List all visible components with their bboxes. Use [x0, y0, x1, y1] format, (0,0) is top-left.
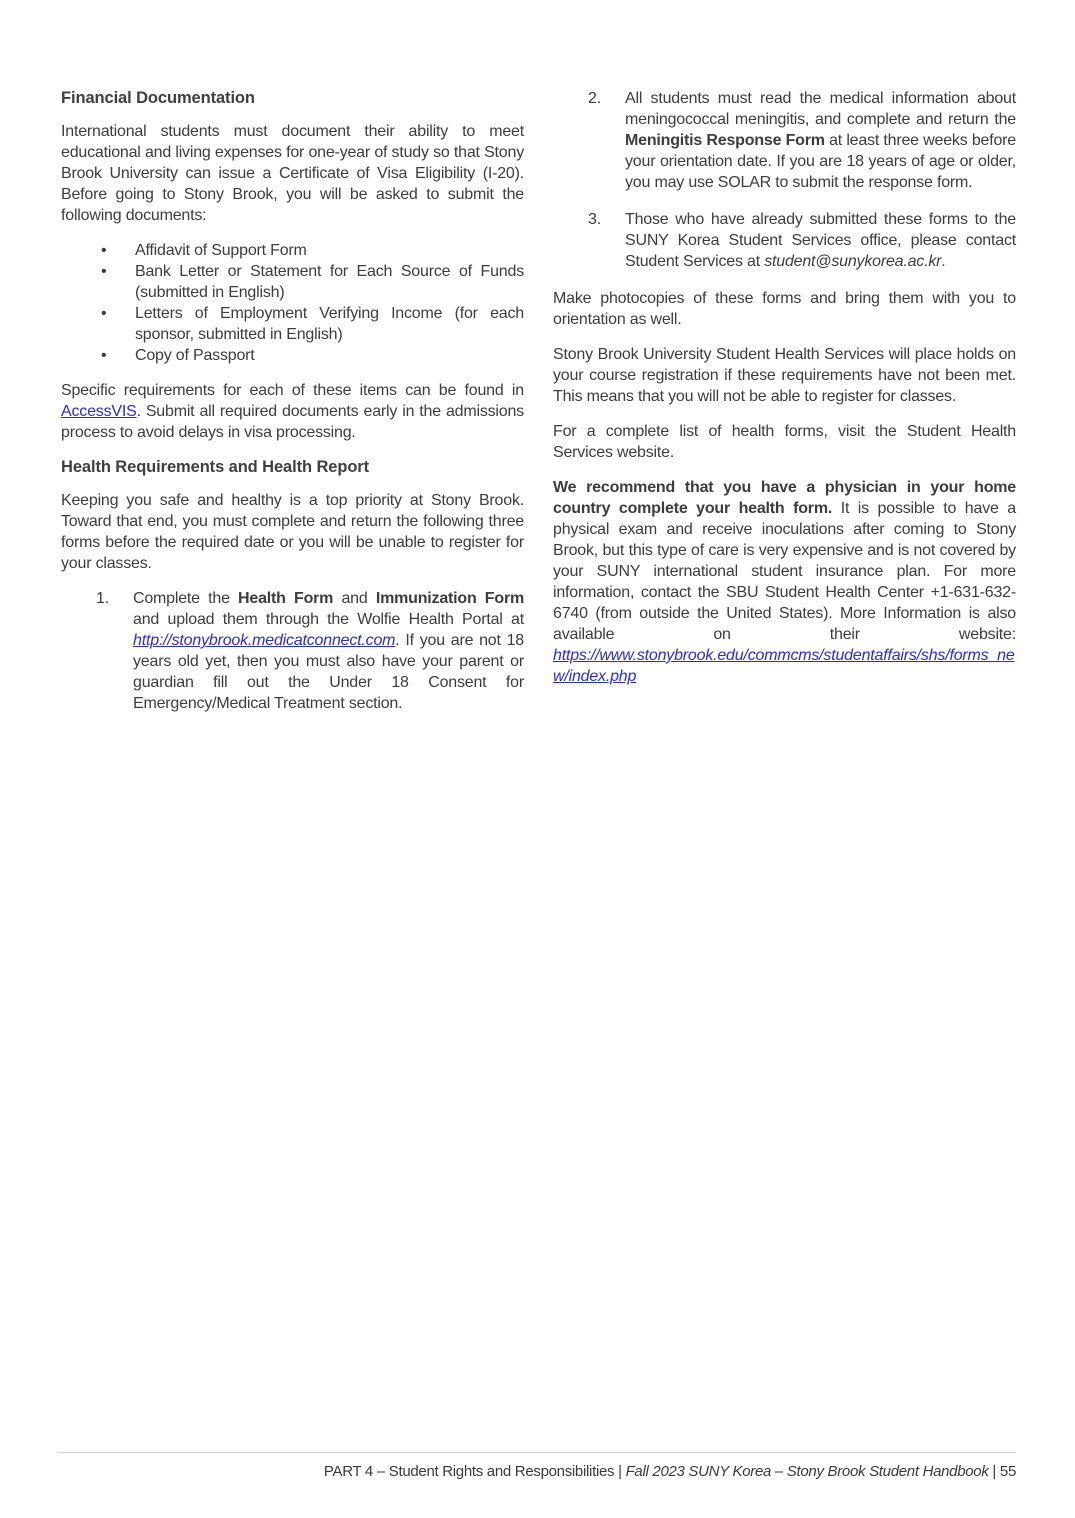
- item-body: [625, 88, 1016, 193]
- financial-documents-list: [61, 240, 524, 366]
- list-item: [61, 303, 524, 345]
- numbered-item-3: [553, 209, 1016, 272]
- footer-divider: [57, 1452, 1016, 1453]
- shs-forms-link[interactable]: https://www.stonybrook.edu/commcms/studentaffairs/shs/forms_new/index.php: [553, 647, 1015, 685]
- para-financial-intro: International students must document their ability to meet educational and living expenses for one-year of study so that Stony Brook University can issue a Certificate of Visa Eligibility (I-20). Before going to Stony Brook, you will be asked to submit the following documents:: [61, 123, 524, 224]
- right-column: [553, 88, 1016, 701]
- accessvis-link[interactable]: AccessVIS: [61, 403, 137, 420]
- bullet-icon: •: [101, 263, 107, 280]
- text-run: .: [941, 253, 946, 270]
- para-photocopies: Make photocopies of these forms and bring them with you to orientation as well.: [553, 290, 1016, 328]
- left-column: [61, 88, 524, 730]
- para-registration-holds: Stony Brook University Student Health Services will place holds on your course registration if these requirements have not been met. This means that you will not be able to register for classes.: [553, 346, 1016, 405]
- para-recommend-physician: [553, 477, 1016, 687]
- text-run: and upload them through the Wolfie Health Portal at: [133, 611, 524, 628]
- numbered-item-2: [553, 88, 1016, 193]
- footer-separator: |: [988, 1463, 1000, 1480]
- footer-handbook-title: Fall 2023 SUNY Korea – Stony Brook Student Handbook: [625, 1463, 989, 1480]
- text-run: Those who have already submitted these forms to the SUNY Korea Student Services office, please contact Student Services at: [625, 211, 1016, 270]
- medicatconnect-link[interactable]: http://stonybrook.medicatconnect.com: [133, 632, 396, 649]
- health-form-bold: Health Form: [238, 590, 334, 607]
- footer-part-label: PART 4 – Student Rights and Responsibilities: [323, 1463, 615, 1480]
- list-item-text: Affidavit of Support Form: [135, 242, 307, 259]
- list-item-text: Bank Letter or Statement for Each Source of Funds (submitted in English): [135, 263, 524, 301]
- bullet-icon: •: [101, 242, 107, 259]
- item-body: [625, 209, 1016, 272]
- item-number: 1.: [96, 590, 109, 607]
- page-number: 55: [999, 1463, 1016, 1480]
- list-item: [61, 240, 524, 261]
- heading-financial-documentation: Financial Documentation: [61, 89, 255, 107]
- item-number: 3.: [588, 211, 601, 228]
- para-forms-list: For a complete list of health forms, visit the Student Health Services website.: [553, 423, 1016, 461]
- bullet-icon: •: [101, 305, 107, 322]
- text-run: and: [333, 590, 376, 607]
- text-run: at least three weeks before your orientation date. If you are 18 years of age or older, you may use SOLAR to submit the response form.: [625, 132, 1016, 191]
- page-footer: [57, 1462, 1016, 1482]
- para-keeping-safe: Keeping you safe and healthy is a top priority at Stony Brook. Toward that end, you must complete and return the following three forms before the required date or you will be unable to register for your classes.: [61, 492, 524, 572]
- footer-separator: |: [614, 1463, 626, 1480]
- meningitis-form-bold: Meningitis Response Form: [625, 132, 825, 149]
- heading-health-requirements: Health Requirements and Health Report: [61, 458, 370, 476]
- list-item-text: Copy of Passport: [135, 347, 255, 364]
- student-services-email: student@sunykorea.ac.kr: [764, 253, 942, 270]
- text-run: Complete the: [133, 590, 239, 607]
- item-body: [133, 588, 524, 714]
- item-number: 2.: [588, 90, 601, 107]
- numbered-item-1: [61, 588, 524, 714]
- bullet-icon: •: [101, 347, 107, 364]
- immunization-form-bold: Immunization Form: [375, 590, 525, 607]
- recommend-bold: We recommend that you have a physician in your home country complete your health form.: [553, 479, 1016, 517]
- text-run: . If you are not 18 years old yet, then you must also have your parent or guardian fill out the Under 18 Consent for Emergency/Medical Treatment section.: [133, 632, 524, 712]
- para-specific-requirements: [61, 380, 524, 443]
- list-item: [61, 345, 524, 366]
- list-item-text: Letters of Employment Verifying Income (for each sponsor, submitted in English): [135, 305, 524, 343]
- text-run: All students must read the medical information about meningococcal meningitis, and complete and return the: [625, 90, 1016, 128]
- text-run: Specific requirements for each of these items can be found in: [61, 382, 524, 399]
- text-run: It is possible to have a physical exam and receive inoculations after coming to Stony Brook, but this type of care is very expensive and is not covered by your SUNY international student insurance plan. For more information, contact the SBU Student Health Center +1-631-632-6740 (from outside the United States). More Information is also available on their website:: [553, 500, 1016, 643]
- text-run: . Submit all required documents early in the admissions process to avoid delays in visa processing.: [61, 403, 524, 441]
- list-item: [61, 261, 524, 303]
